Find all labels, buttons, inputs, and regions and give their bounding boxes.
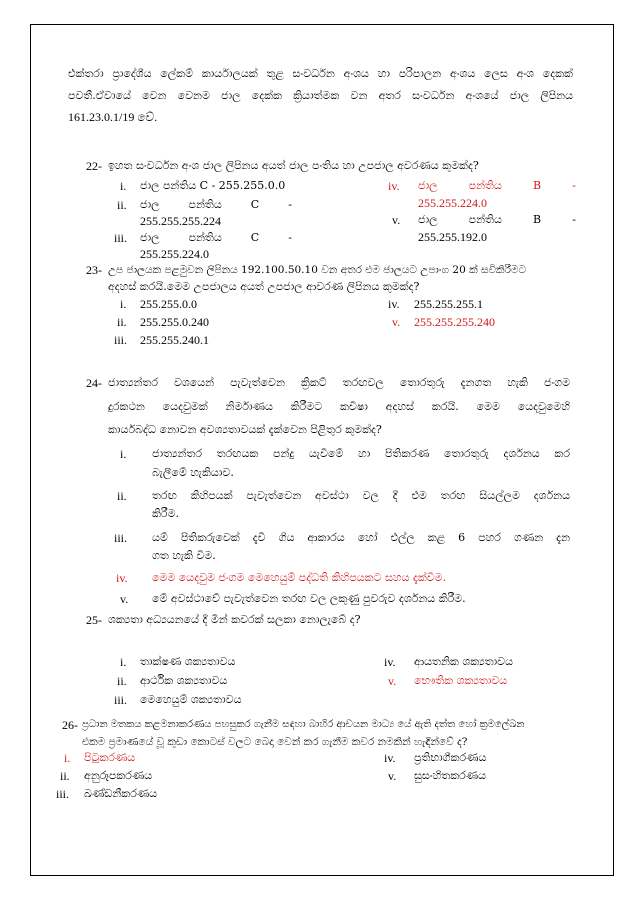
q23-opt4-num: iv. xyxy=(388,297,400,311)
q22-opt2-text: ජාල පන්තිය C - xyxy=(140,198,292,211)
q26-line-1: ප්‍රධාන මතකය කළමනාකරණය පහසුකර ගැනීම සඳහා බාහිර ආචයන මාධ්‍ය යේ ඇති දත්ත හෝ ක්‍රමලේඛන xyxy=(82,719,525,730)
q23-line-1: උප ජාලයක පළමුවන ලිපිනය 192.100.50.10 වන අතර එම ජාලයට උපාංග 20 ක් සවිකිරීමට xyxy=(108,264,527,276)
q23-opt3-value: 255.255.240.1 xyxy=(140,333,209,347)
q26-opt3-num: iii. xyxy=(56,787,70,801)
q22-opt4-num: iv. xyxy=(388,179,400,193)
q24-number: 24- xyxy=(86,376,102,390)
q22-opt1-num: i. xyxy=(120,179,127,193)
q25-opt2-num: ii. xyxy=(117,674,127,688)
q22-opt3-num: iii. xyxy=(114,231,128,245)
q23-opt2-value: 255.255.0.240 xyxy=(140,315,209,329)
q26-number: 26- xyxy=(62,718,78,732)
q25-opt3-text: මෙහෙයුම් ශක්‍යතාවය xyxy=(140,693,242,706)
q22-opt5-value: 255.255.192.0 xyxy=(418,230,487,244)
q26-opt4-text: ප්‍රතිභාගීකරණය xyxy=(414,751,487,764)
q23-line-2: අදහස් කරයි.මෙම උපජාලය අයත් උපජාල ආවරණ ලිපිනය කුමක්ද? xyxy=(108,280,420,293)
intro-line-3: 161.23.0.1/19 වේ. xyxy=(68,110,158,124)
q24-opt1-line-1: ජාත්‍යන්තර තරඟයක පන්දු යැවීමේ හා පිතිකරණ තොරතුරු දර්ශනය කර xyxy=(152,447,570,460)
intro-line-1: එක්තරා ප්‍රාදේශීය ලේකම් කාර්යාලයක් තුළ සංවර්ධන අංශය හා පරිපාලන අංශය ලෙස අංශ දෙකක් xyxy=(68,67,573,80)
q22-opt4-value: 255.255.224.0 xyxy=(418,196,487,210)
q25-opt5-num: v. xyxy=(388,674,397,688)
q26-opt5-text: සුසංහිතකරණය xyxy=(414,769,487,782)
q23-opt4-value: 255.255.255.1 xyxy=(414,297,483,311)
q22-text: ඉහත සංවර්ධන අංශ ජාල ලිපිනය අයත් ජාල පංතිය හා උපජාල අවරණය කුමක්ද? xyxy=(108,159,479,172)
q25-text: ශක්‍යතා අධ්‍යයනයේ දී මින් කවරක් සලකා නොලැබේ ද? xyxy=(108,613,361,626)
q25-number: 25- xyxy=(86,613,102,627)
q23-opt5-value: 255.255.255.240 xyxy=(414,315,495,329)
q22-opt2-value: 255.255.255.224 xyxy=(140,214,221,228)
q24-opt5-num: v. xyxy=(120,592,129,606)
q26-opt1-text: පිටුකරණය xyxy=(84,751,136,764)
q25-opt5-text: භෞතික ශක්‍යතාවය xyxy=(414,674,508,687)
q24-opt2-line-2: කිරීම. xyxy=(152,507,179,520)
q24-line-2: දුරකථන යෙදවුමක් නිර්මාණය කිරීමට කවීෂා අදහස් කරයි. මෙම යෙදවුමෙහි xyxy=(108,400,570,413)
q24-opt2-num: ii. xyxy=(117,489,127,503)
q26-opt5-num: v. xyxy=(388,769,397,783)
q26-opt2-text: අනුරූපකරණය xyxy=(84,769,153,782)
q23-number: 23- xyxy=(86,263,102,277)
q22-opt1-text: ජාල පන්තිය C - 255.255.0.0 xyxy=(140,179,286,192)
q26-opt2-num: ii. xyxy=(60,769,70,783)
q22-opt5-num: v. xyxy=(392,213,401,227)
q24-opt5-text: මේ අවස්ථාවේ පැවැත්වෙන තරඟ වල ලකුණු පුවරුව දර්ශනය කිරීම. xyxy=(152,592,466,605)
q26-opt1-num: i. xyxy=(64,751,71,765)
q25-opt3-num: iii. xyxy=(114,693,128,707)
q23-opt2-num: ii. xyxy=(117,315,127,329)
q25-opt1-text: තාක්ෂණ ශක්‍යතාවය xyxy=(140,655,236,668)
q23-opt1-value: 255.255.0.0 xyxy=(140,297,197,311)
q24-opt3-line-2: ගත හැකි වීම. xyxy=(152,549,216,562)
q24-opt4-text: මෙම යෙදවුම ජංගම මෙහෙයුම් පද්ධති කිහිපයකට සහය දැක්වීම. xyxy=(152,571,447,584)
q25-opt2-text: ආර්ථික ශක්‍යතාවය xyxy=(140,674,228,687)
q22-opt4-text: ජාල පන්තිය B - xyxy=(418,179,576,192)
q22-opt3-value: 255.255.224.0 xyxy=(140,247,209,261)
q22-opt2-num: ii. xyxy=(117,198,127,212)
q26-line-2: එකම ප්‍රමාණයේ වූ කුඩා කොටස් වලට බෙදා වෙන් කර ගැනීම කවර නමකින් හැඳින්වේ ද? xyxy=(82,736,468,748)
q24-opt3-line-1: යම් පිතිකරුවෙක් දැවී ගිය ආකාරය හෝ එල්ල කළ 6 පහර ගණන දැන xyxy=(152,531,570,544)
q23-opt3-num: iii. xyxy=(114,333,128,347)
q23-opt1-num: i. xyxy=(120,297,127,311)
q24-opt2-line-1: තරඟ කිහිපයක් පැවැත්වෙන අවස්ථා වල දී එම තරඟ සියල්ලම දර්ශනය xyxy=(152,489,570,502)
q24-opt1-line-2: බැලීමේ හැකියාව. xyxy=(152,466,234,479)
intro-line-2: පවතී.ඒවායේ වෙන වෙනම ජාල දෙක්ක ක්‍රියාත්මක වන අතර සංවර්ධන අංශයේ ජාල ලිපිනය xyxy=(68,89,573,102)
q25-opt1-num: i. xyxy=(120,655,127,669)
q22-number: 22- xyxy=(86,159,102,173)
q24-line-3: කාර්යබද්ධ නොවන අවශ්‍යතාවයක් දැක්වෙන පිළිතුර කුමක්ද? xyxy=(108,423,382,436)
q24-opt3-num: iii. xyxy=(114,531,128,545)
q26-opt3-text: ඛණ්ඩනීකරණය xyxy=(84,787,158,800)
q24-line-1: ජාත්‍යන්තර වශයෙන් පැවැත්වෙන ක්‍රිකට් තරඟවල තොරතුරු දැනගත හැකි ජංගම xyxy=(108,376,570,389)
q25-opt4-num: iv. xyxy=(384,655,396,669)
q25-opt4-text: ආයතනික ශක්‍යතාවය xyxy=(414,655,513,668)
q22-opt5-text: ජාල පන්තිය B - xyxy=(418,213,576,226)
q26-opt4-num: iv. xyxy=(384,751,396,765)
q22-opt3-text: ජාල පන්තිය C - xyxy=(140,231,292,244)
q24-opt1-num: i. xyxy=(120,447,127,461)
q23-opt5-num: v. xyxy=(392,315,401,329)
q24-opt4-num: iv. xyxy=(116,571,128,585)
